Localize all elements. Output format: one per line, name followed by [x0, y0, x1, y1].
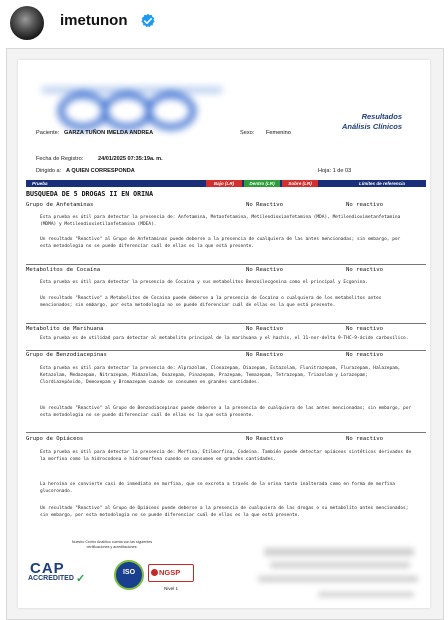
test-reference: No reactivo [346, 202, 384, 208]
test-name: Grupo de Benzodiacepinas [26, 352, 107, 358]
report-heading [342, 112, 402, 132]
test-row [26, 326, 426, 334]
username[interactable]: imetunon [60, 12, 128, 29]
blurred-signature-line [264, 548, 414, 556]
test-result: No Reactivo [246, 352, 284, 358]
ngsp-text: NGSP [159, 568, 181, 577]
profile-avatar[interactable] [10, 6, 44, 40]
results-table-header [26, 180, 426, 187]
test-reference: No reactivo [346, 326, 384, 332]
test-note: Esta prueba es útil para detectar la presencia de: Anfetamina, Metanfetamina, Metilendioxianfetamina (MDA), Metilendioximetanfetamina (MDMA) y Metilendioxietilanfetamina (MDEA). [40, 215, 401, 227]
test-note: Un resultado "Reactivo" al Grupo de Benzodiacepinas puede deberse a la presencia de cualquiera de las antes mencionadas; sin embargo, por esta metodología no se puede diferenciar cuál de ellas es la que está presente. [40, 406, 412, 418]
divider [26, 323, 426, 324]
test-note: Un resultado "Reactivo" al Grupo de Anfetaminas puede deberse a la presencia de cualquiera de las antes mencionadas; sin embargo, por esta metodología no se puede diferenciar cuál de ellas es la que está presente. [40, 237, 401, 249]
ngsp-mark-icon [151, 569, 158, 576]
test-result: No Reactivo [246, 326, 284, 332]
lab-logo [38, 82, 228, 130]
certifications-text: Nuestro Centro Analítico cuenta con las siguientes certificaciones y acreditaciones: [71, 540, 153, 549]
test-row [26, 267, 426, 275]
directed-label: Dirigido a: [36, 168, 62, 174]
cap-word: CAP [30, 560, 65, 577]
test-note: Esta prueba es útil para detectar la presencia de: Morfina, Etilmorfina, Codeína. También puede detectar opiáceos sintéticos derivados de la morfina como la hidrocodona e hidromorfona cuando se consumen en grandes cantidades. [40, 450, 412, 462]
post-header [0, 0, 448, 46]
test-row [26, 352, 426, 360]
divider [26, 350, 426, 351]
col-test: Prueba [32, 181, 48, 186]
verified-badge-icon [140, 13, 156, 29]
date-label: Fecha de Registro: [36, 156, 84, 162]
test-note: Esta prueba es útil para detectar la presencia de Cocaína y sus metabolitos Benzoilecgonina como el principal y Ecgonina. [40, 280, 368, 285]
col-high: Sobre (LR) [282, 180, 318, 187]
test-name: Metabolitos de Cocaína [26, 267, 101, 273]
blurred-signature-line [258, 576, 418, 582]
page-indicator: Hoja: 1 de 03 [318, 168, 352, 174]
results-title: Resultados [361, 112, 402, 121]
test-result: No Reactivo [246, 202, 284, 208]
test-name: Grupo de Opiáceos [26, 436, 84, 442]
ngsp-level: Nivel 1 [164, 586, 179, 591]
test-note: Esta prueba es útil para detectar la presencia de: Alprazolam, Clonazepam, Diazepam, Estazolam, Flunitrazepam, Flurazepam, Halazepam, Ketazolam, Medazepam, Nitrazepam, Midazolam, Oxazepam, Pinazepam, Prazepam, Temazepam, Tetrazepam, Triazolam y Lorazepam; Clordiazepóxido, Demoxepam y Bromazepam cuando se consumen en grandes cantidades. [40, 366, 401, 385]
directed-value: A QUIEN CORRESPONDA [66, 168, 135, 174]
divider [26, 264, 426, 265]
col-reference: Límites de referencia [359, 181, 405, 186]
col-low: Bajo (LR) [206, 180, 242, 187]
panel-title: BUSQUEDA DE 5 DROGAS II EN ORINA [26, 190, 154, 198]
iso-certification-logo [114, 560, 144, 590]
patient-label: Paciente: [36, 130, 60, 136]
divider [26, 432, 426, 433]
blurred-footer-text [318, 592, 414, 597]
test-reference: No reactivo [346, 267, 384, 273]
sex-value: Femenino [266, 130, 291, 136]
iso-text: ISO [122, 569, 136, 576]
test-note: Esta prueba es de utilidad para detectar al metabolito principal de la marihuana y el hachís, el 11-nor-delta 9-THC-9-ácido carboxílico. [40, 336, 409, 341]
test-note: La heroína se convierte casi de inmediato en morfina, que se excreta a través de la orina tanto inalterada como en forma de morfina glucoronado. [40, 482, 395, 494]
test-reference: No reactivo [346, 436, 384, 442]
cap-accredited-logo [26, 560, 92, 590]
col-in-range: Dentro (LR) [244, 180, 280, 187]
test-row [26, 436, 426, 444]
cap-accredited-word: ACCREDITED [28, 575, 74, 582]
ngsp-logo [148, 564, 194, 582]
test-row [26, 202, 426, 210]
patient-name: GARZA TUÑON IMELDA ANDREA [64, 130, 154, 136]
test-name: Grupo de Anfetaminas [26, 202, 94, 208]
clinical-analysis-title: Análisis Clínicos [341, 122, 402, 131]
test-result: No Reactivo [246, 436, 284, 442]
sex-label: Sexo: [240, 130, 255, 136]
test-reference: No reactivo [346, 352, 384, 358]
test-name: Metabolito de Marihuana [26, 326, 104, 332]
test-note: Un resultado "Reactivo" a Metabolitos de Cocaína puede deberse a la presencia de Cocaína o cualquiera de los metabolitos antes mencionados; sin embargo, por esta metodología no se puede diferenciar cuál de ellas es la que está presente. [40, 296, 382, 308]
checkmark-icon: ✓ [76, 573, 86, 585]
blurred-signature-line [270, 562, 410, 568]
lab-report-document [18, 60, 430, 608]
test-result: No Reactivo [246, 267, 284, 273]
test-note: Un resultado "Reactivo" al Grupo de Opiáceos puede deberse a la presencia de cualquiera de las drogas o su metabolito antes mencionados; sin embargo, por esta metodología no se puede diferenciar cuál de ellas es la que está presente. [40, 506, 409, 518]
date-value: 24/01/2025 07:35:19a. m. [98, 156, 163, 162]
